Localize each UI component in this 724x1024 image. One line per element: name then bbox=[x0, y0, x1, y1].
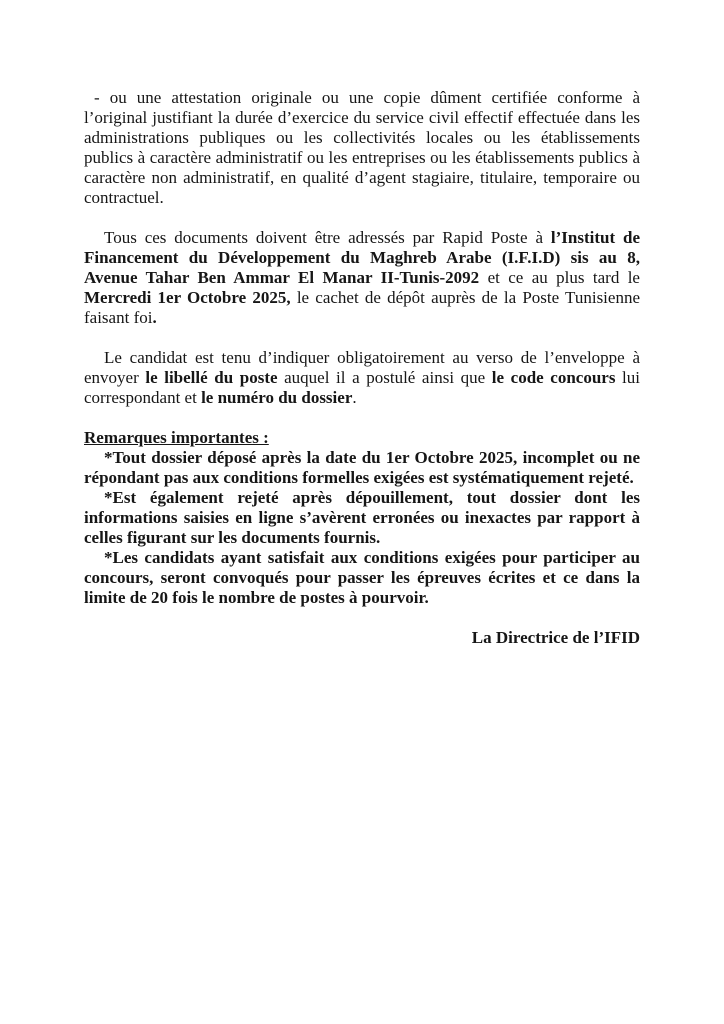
p3-run-normal-4: . bbox=[352, 388, 357, 407]
remarks-heading: Remarques importantes : bbox=[84, 428, 269, 447]
p2-run-normal-3: le cachet de dépôt auprès de la Poste Tunisienne faisant foi bbox=[84, 288, 640, 327]
paragraph-enveloppe bbox=[84, 348, 640, 408]
paragraph-attestation-text: - ou une attestation originale ou une copie dûment certifiée conforme à l’original justifiant la durée d’exercice du service civil effectif effectuée dans les administrations publiques ou les collectivités locales ou les établissements publics à caractère administratif ou les entreprises ou les établissements publics à caractère non administratif, en qualité d’agent stagiaire, titulaire, temporaire ou contractuel. bbox=[84, 88, 640, 207]
signature: La Directrice de l’IFID bbox=[471, 628, 640, 647]
p2-run-bold-period: . bbox=[152, 308, 157, 327]
document-content bbox=[84, 88, 640, 665]
p3-run-bold-libelle: le libellé du poste bbox=[145, 368, 278, 387]
remark-item-2: *Est également rejeté après dépouillement, tout dossier dont les informations saisies en ligne s’avèrent erronées ou inexactes par rapport à celles figurant sur les documents fournis. bbox=[84, 488, 640, 547]
remark-item-1: *Tout dossier déposé après la date du 1er Octobre 2025, incomplet ou ne répondant pas aux conditions formelles exigées est systématiquement rejeté. bbox=[84, 448, 640, 487]
p3-run-normal-1: Le candidat est tenu d’indiquer obligatoirement au verso de l’enveloppe à envoyer bbox=[84, 348, 640, 387]
p2-run-normal-1: Tous ces documents doivent être adressés par Rapid Poste à bbox=[104, 228, 551, 247]
p2-run-bold-deadline: Mercredi 1er Octobre 2025, bbox=[84, 288, 291, 307]
p2-run-normal-2: et ce au plus tard le bbox=[479, 268, 640, 287]
p2-run-bold-address: l’Institut de Financement du Développement du Maghreb Arabe (I.F.I.D) sis au 8, Avenue Tahar Ben Ammar El Manar II-Tunis-2092 bbox=[84, 228, 640, 287]
p3-run-normal-2: auquel il a postulé ainsi que bbox=[277, 368, 492, 387]
p3-run-bold-code: le code concours bbox=[491, 368, 616, 387]
p3-run-normal-3: lui correspondant et bbox=[84, 368, 640, 407]
remark-item-3: *Les candidats ayant satisfait aux conditions exigées pour participer au concours, seront convoqués pour passer les épreuves écrites et ce dans la limite de 20 fois le nombre de postes à pourvoir. bbox=[84, 548, 640, 607]
paragraph-envoi-documents bbox=[84, 228, 640, 328]
paragraph-attestation bbox=[84, 88, 640, 208]
p3-run-bold-numero: le numéro du dossier bbox=[201, 388, 353, 407]
